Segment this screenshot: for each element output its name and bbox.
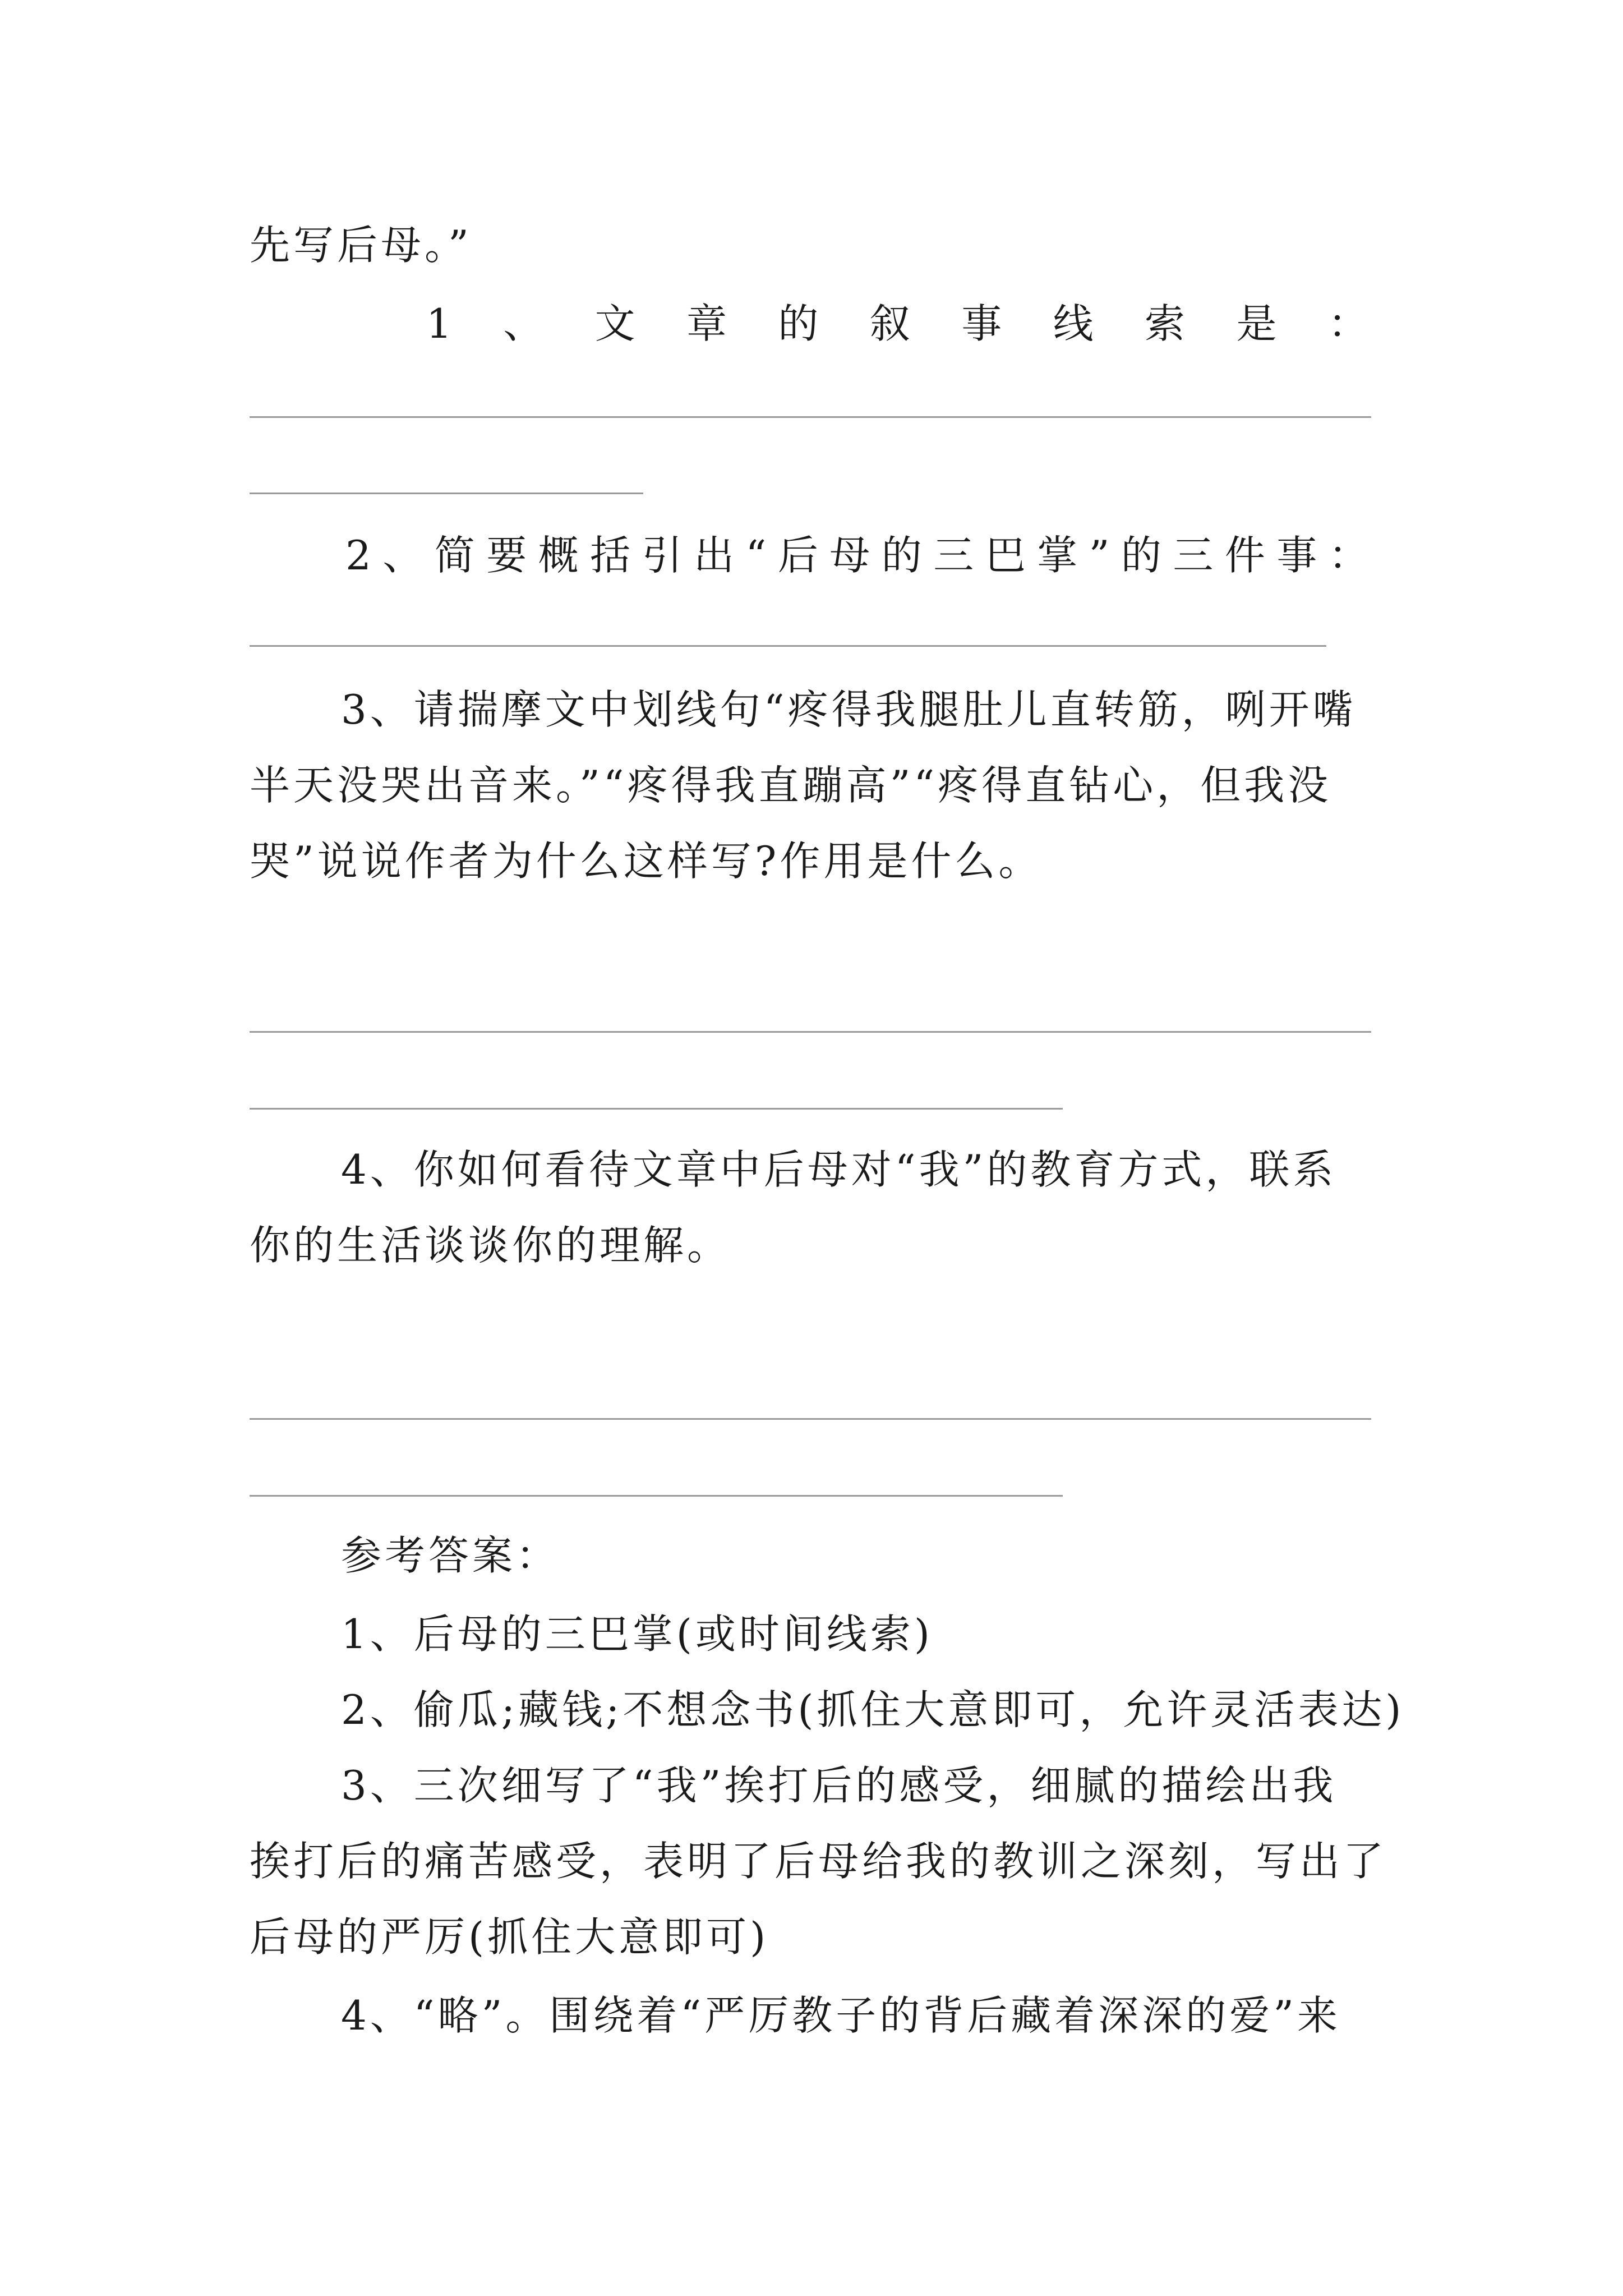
answer-line: 2、偷瓜;藏钱;不想念书(抓住大意即可，允许灵活表达)	[341, 1686, 1405, 1733]
answer-line: 挨打后的痛苦感受，表明了后母给我的教训之深刻，写出了	[250, 1838, 1387, 1885]
question-2-char: “	[745, 532, 767, 579]
question-1-char: 1	[426, 300, 452, 347]
answer-blank-line	[250, 645, 1326, 647]
question-2-char: 2	[345, 532, 371, 579]
question-1-char: 文	[594, 300, 635, 347]
answer-blank-line	[250, 1031, 1371, 1033]
question-4-line: 4、你如何看待文章中后母对“我”的教育方式，联系	[341, 1146, 1337, 1193]
text-line: 先写后母。”	[250, 222, 472, 269]
question-1-char: 线	[1053, 300, 1094, 347]
answer-line: 后母的严厉(抓住大意即可)	[250, 1913, 769, 1961]
question-2-char: 概	[538, 532, 579, 579]
question-2-char: 的	[1121, 532, 1161, 579]
question-1-char: ：	[1327, 300, 1368, 347]
answer-blank-line	[250, 493, 643, 494]
question-1-line	[426, 298, 1368, 349]
question-2-char: ：	[1328, 532, 1369, 579]
question-2-char: 事	[1276, 532, 1317, 579]
question-4-line: 你的生活谈谈你的理解。	[250, 1222, 731, 1269]
question-1-char: 、	[503, 300, 544, 347]
question-2-line	[345, 530, 1369, 581]
question-2-char: 后	[777, 532, 818, 579]
answer-line: 4、“略”。围绕着“严厉教子的背后藏着深深的爱”来	[341, 1992, 1341, 2039]
question-1-char: 的	[778, 300, 819, 347]
question-2-char: 括	[590, 532, 631, 579]
question-2-char: 三	[1173, 532, 1214, 579]
question-1-char: 事	[961, 300, 1002, 347]
question-2-char: 出	[694, 532, 735, 579]
question-2-char: 三	[933, 532, 974, 579]
question-2-char: 巴	[985, 532, 1026, 579]
question-2-char: 简	[434, 532, 475, 579]
question-2-char: ”	[1089, 532, 1110, 579]
question-3-line: 3、请揣摩文中划线句“疼得我腿肚儿直转筋，咧开嘴	[341, 686, 1357, 733]
question-2-char: 母	[829, 532, 870, 579]
answer-blank-line	[250, 1495, 1063, 1497]
question-1-char: 叙	[869, 300, 910, 347]
question-2-char: 要	[486, 532, 527, 579]
question-2-char: 掌	[1037, 532, 1078, 579]
question-1-char: 是	[1236, 300, 1277, 347]
question-1-char: 索	[1145, 300, 1186, 347]
answer-line: 3、三次细写了“我”挨打后的感受，细腻的描绘出我	[341, 1762, 1337, 1809]
question-2-char: 引	[642, 532, 683, 579]
question-1-char: 章	[686, 300, 727, 347]
answer-heading: 参考答案：	[341, 1532, 560, 1579]
answer-blank-line	[250, 416, 1371, 418]
answer-line: 1、后母的三巴掌(或时间线索)	[341, 1611, 933, 1658]
question-2-char: 、	[382, 532, 423, 579]
answer-blank-line	[250, 1108, 1063, 1110]
question-3-line: 半天没哭出音来。”“疼得我直蹦高”“疼得直钻心，但我没	[250, 762, 1332, 809]
question-3-line: 哭”说说作者为什么这样写?作用是什么。	[250, 838, 1043, 885]
answer-blank-line	[250, 1418, 1371, 1420]
question-2-char: 件	[1224, 532, 1265, 579]
question-2-char: 的	[881, 532, 922, 579]
